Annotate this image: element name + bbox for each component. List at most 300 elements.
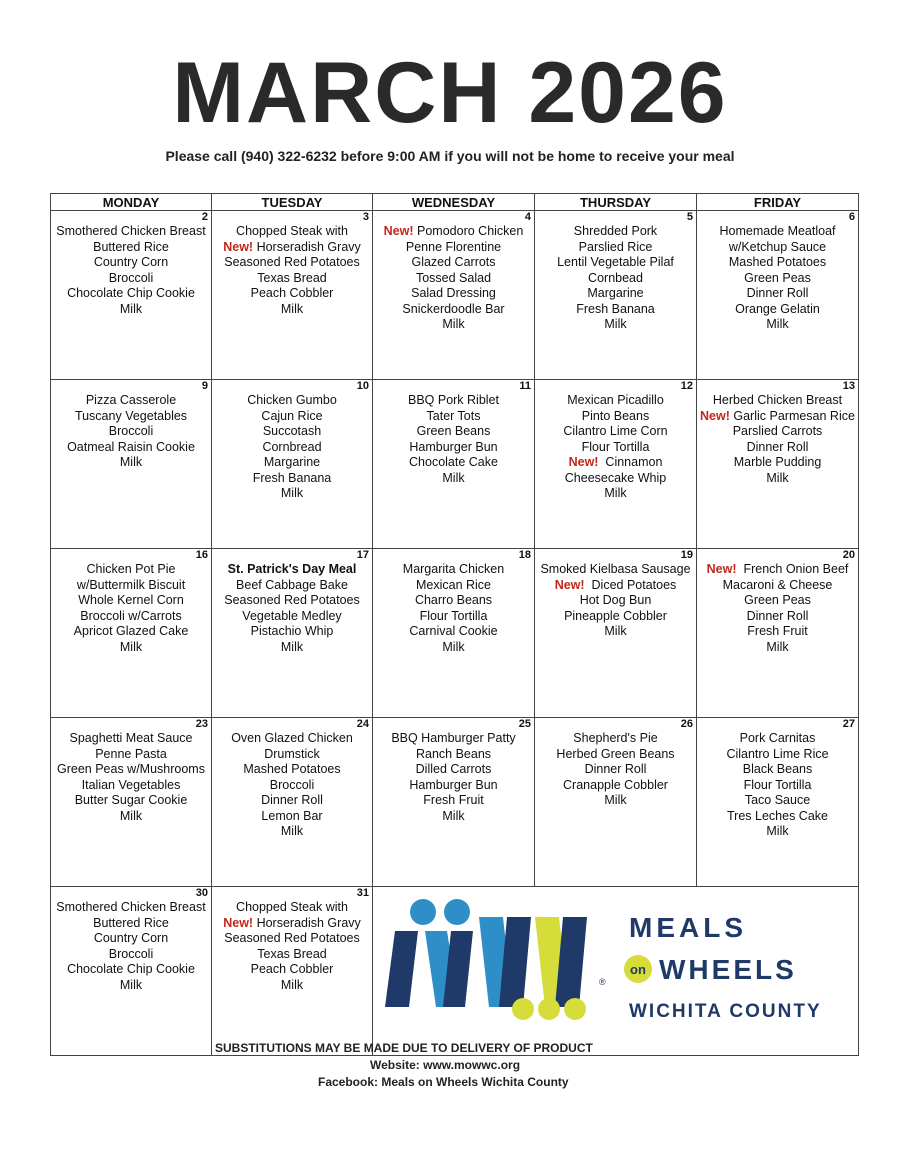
meal-item-text: Flour Tortilla [743,777,812,792]
meal-item [373,455,534,471]
meal-item [535,778,696,794]
meal-item [373,809,534,825]
meal-item [212,762,372,778]
logo-word-county: WICHITA COUNTY [629,1001,822,1022]
meal-item [51,931,211,947]
meal-item [212,302,372,318]
meal-item [212,778,372,794]
week-row [51,211,859,380]
meal-item [373,302,534,318]
day-cell [212,887,373,1056]
meal-item [373,624,534,640]
meal-list [535,224,696,333]
meal-list [373,731,534,824]
meal-item-text: Green Peas [744,270,811,285]
day-cell [535,380,697,549]
meal-item-text: Mexican Rice [415,577,492,592]
meal-item-text: Mashed Potatoes [243,762,341,776]
meal-item [535,302,696,318]
meal-item-text: Pork Carnitas [739,731,816,745]
day-cell [51,380,212,549]
meal-list [212,393,372,502]
meal-item-text: Seasoned Red Potatoes [224,593,360,607]
meal-item [697,286,858,302]
day-cell [535,211,697,380]
day-number: 10 [356,380,369,392]
meal-item-text: Dilled Carrots [415,762,492,776]
meal-item-text: Black Beans [742,762,813,776]
day-cell [212,380,373,549]
meal-list [535,393,696,502]
meal-item-text: Chopped Steak with [236,900,348,914]
meal-item [373,609,534,625]
meal-item-text: Milk [280,639,304,654]
meal-item [535,271,696,287]
meal-item [51,809,211,825]
day-number: 31 [356,887,369,899]
meal-item-text: Texas Bread [257,946,327,961]
meal-item [697,424,858,440]
meal-item [535,393,696,409]
meal-item-text: Fresh Fruit [423,793,484,807]
meal-item-text: Orange Gelatin [735,301,820,316]
meal-item [535,440,696,456]
meal-item [535,471,696,487]
meal-item-text: Dinner Roll [746,286,809,300]
meal-item-text: Carnival Cookie [409,624,498,638]
meal-item [51,731,211,747]
meal-list [51,900,211,993]
meal-item [212,731,372,747]
day-cell [51,718,212,887]
meal-item [373,762,534,778]
meal-item-text: Country Corn [93,255,169,269]
day-cell [212,718,373,887]
meal-item-text: Milk [119,455,143,469]
meal-item [373,255,534,271]
meal-item-text: Broccoli [108,424,154,438]
meal-item-text: Cornbread [262,439,322,454]
meal-item-text: Milk [280,486,304,500]
meal-item [697,271,858,287]
meal-item-text: Shredded Pork [573,224,658,238]
meal-item-text: Penne Pasta [95,746,167,761]
meal-item-text: Spaghetti Meat Sauce [69,731,193,745]
meal-item-text: Succotash [262,424,322,438]
meal-list [373,224,534,333]
meal-item-text: Broccoli w/Carrots [80,608,182,623]
meal-item-text: Margarine [587,286,644,300]
weekday-wednesday: WEDNESDAY [373,194,535,211]
meal-item-text: Horseradish Gravy [253,915,361,930]
meal-list [212,731,372,840]
meal-item-text: Cornbead [588,270,643,285]
logo-word-meals: MEALS [629,912,747,943]
logo-stroke-1 [385,931,418,1007]
meal-item-text: Milk [766,317,789,331]
meal-item [212,455,372,471]
meal-item [373,240,534,256]
meal-item [51,593,211,609]
meal-item-text: Pistachio Whip [250,624,334,638]
new-badge: New! [706,562,737,576]
meal-item-text: Flour Tortilla [419,608,488,623]
meal-item [51,609,211,625]
meal-item-text: Smothered Chicken Breast [56,900,206,914]
day-cell [212,211,373,380]
meal-item-text: Tossed Salad [415,270,492,285]
meal-item-text: Milk [119,639,143,654]
meal-item-text: Green Beans [416,424,491,438]
meal-item [373,424,534,440]
new-badge: New! [223,915,254,930]
meal-item [535,486,696,502]
meal-item [535,593,696,609]
meal-item [51,562,211,578]
meal-item [212,593,372,609]
meal-item-text: Salad Dressing [411,286,496,300]
meal-item-text: Garlic Parmesan Rice [729,408,855,423]
day-number: 4 [524,211,531,223]
meal-item [535,240,696,256]
meal-item-text: Milk [442,808,465,823]
meal-item [51,424,211,440]
meal-item [697,731,858,747]
day-number: 2 [201,211,208,223]
logo-cell [373,887,859,1056]
meal-item [373,778,534,794]
meal-item-text: Milk [604,793,627,807]
meal-item [51,393,211,409]
meal-item-text: Milk [766,824,789,838]
meal-item-text: Diced Potatoes [584,577,677,592]
meal-item-text: Horseradish Gravy [253,239,361,254]
meal-item [212,793,372,809]
weekday-thursday: THURSDAY [535,194,697,211]
meal-list [535,731,696,809]
meal-item [697,562,858,578]
meal-item [697,302,858,318]
meal-item-text: Cilantro Lime Corn [563,424,668,438]
meal-item [51,778,211,794]
day-number: 3 [362,211,369,223]
meal-item-text: Texas Bread [257,270,327,285]
meal-item [697,317,858,333]
meal-item [535,409,696,425]
meal-item [51,286,211,302]
meal-item [373,593,534,609]
day-cell [697,549,859,718]
meal-item [212,747,372,763]
meal-list [697,562,858,655]
meal-item [51,947,211,963]
meal-item [697,809,858,825]
meal-item-text: Chicken Pot Pie [86,562,176,576]
meal-item-text: Vegetable Medley [242,608,342,623]
meal-item [373,409,534,425]
facebook-line: Facebook: Meals on Wheels Wichita County [318,1075,569,1089]
day-cell [697,211,859,380]
meal-item [373,731,534,747]
meal-item-text: Lentil Vegetable Pilaf [557,255,674,269]
logo-word-on: on [630,962,646,977]
meal-item [51,224,211,240]
meal-item-text: Whole Kernel Corn [78,593,184,607]
meal-item-text: Milk [604,624,627,638]
meal-item-text: Milk [280,824,304,838]
day-number: 20 [842,549,855,561]
meal-item [212,824,372,840]
meal-item-text: Beef Cabbage Bake [236,577,348,592]
day-cell [51,549,212,718]
meal-item [373,286,534,302]
meal-item [51,240,211,256]
meal-item [212,471,372,487]
meal-item-text: Smoked Kielbasa Sausage [540,562,691,576]
meal-item-text: Milk [442,317,465,331]
day-cell [51,211,212,380]
meal-list [51,224,211,317]
week-row [51,549,859,718]
meal-item [212,931,372,947]
meal-item [535,578,696,594]
meal-item-text: Tuscany Vegetables [74,408,188,423]
meal-item [535,317,696,333]
meal-item-text: Fresh Banana [252,470,332,485]
day-cell [51,887,212,1056]
meal-list [373,562,534,655]
meal-item-text: Marble Pudding [733,455,822,469]
week-row [51,380,859,549]
meal-item [535,762,696,778]
meal-item [697,393,858,409]
meal-item-text: w/Buttermilk Biscuit [76,577,186,592]
weekday-monday: MONDAY [51,194,212,211]
meal-item-text: Italian Vegetables [81,777,181,792]
meal-item [535,455,696,471]
day-number: 24 [356,718,369,730]
meal-item-text: Oven Glazed Chicken [231,731,353,745]
meal-item [212,286,372,302]
meal-item-text: Smothered Chicken Breast [56,224,206,238]
meal-item [51,900,211,916]
meal-item-text: Peach Cobbler [250,962,334,976]
meal-item-text: Shepherd's Pie [573,731,658,745]
meal-item [212,900,372,916]
meal-item [212,440,372,456]
day-number: 27 [842,718,855,730]
meal-item-text: Pinto Beans [581,408,650,423]
meal-item-text: Cajun Rice [261,408,323,423]
meal-item-text: Mashed Potatoes [728,255,827,269]
meal-item-text: Green Peas w/Mushrooms [57,762,205,776]
new-badge: New! [383,224,414,238]
day-number: 17 [356,549,369,561]
meal-item-text: Lemon Bar [261,808,323,823]
meal-item [212,640,372,656]
meal-item [697,778,858,794]
meal-list [212,900,372,993]
meal-item [212,624,372,640]
meal-item-text: Drumstick [264,746,320,761]
day-cell [535,549,697,718]
meal-item-text: French Onion Beef [736,562,849,576]
logo-dot-blue-1 [410,899,436,925]
substitutions-note: SUBSTITUTIONS MAY BE MADE DUE TO DELIVERY OF PRODUCT [215,1041,593,1055]
meal-item [535,793,696,809]
meal-item-text: Tres Leches Cake [727,808,828,823]
meal-item-text: Milk [280,977,304,992]
meal-item [535,424,696,440]
day-number: 18 [518,549,531,561]
meal-item-text: Chocolate Chip Cookie [67,286,195,300]
meal-item-text: Ranch Beans [415,746,492,761]
meal-item [212,271,372,287]
call-notice: Please call (940) 322-6232 before 9:00 AM if you will not be home to receive your meal [165,148,735,164]
meal-item [373,747,534,763]
meal-item [535,562,696,578]
meal-item [535,286,696,302]
meal-item [51,916,211,932]
meal-item [212,240,372,256]
meal-item-text: Green Peas [744,593,811,607]
meal-item [51,271,211,287]
meal-item [212,424,372,440]
day-number: 26 [680,718,693,730]
meal-item [697,747,858,763]
meal-item [212,809,372,825]
meal-item [51,978,211,994]
day-number: 23 [195,718,208,730]
meal-item-text: Chocolate Cake [409,455,498,469]
meal-list [697,393,858,486]
meal-item-text: Parslied Rice [578,239,653,254]
website-line: Website: www.mowwc.org [370,1058,521,1072]
meal-item-text: Chocolate Chip Cookie [67,962,195,976]
meal-item [212,486,372,502]
meal-item [51,747,211,763]
logo-dot-yellow-1 [512,998,534,1020]
meal-item-text: Dinner Roll [261,793,323,807]
meal-item [697,240,858,256]
week-row [51,887,859,1056]
meal-item-text: Milk [604,486,627,500]
meals-on-wheels-logo [373,887,857,1055]
day-cell [212,549,373,718]
meal-item [51,440,211,456]
meal-item-text: Hamburger Bun [409,439,498,454]
meal-item [212,916,372,932]
meal-item [535,255,696,271]
meal-list [697,731,858,840]
meal-item [535,747,696,763]
meal-item-text: Dinner Roll [584,762,647,776]
meal-item [697,624,858,640]
meal-item [373,317,534,333]
meal-item [697,640,858,656]
meal-item-text: Dinner Roll [746,608,809,623]
meal-item [535,624,696,640]
meal-item [212,255,372,271]
day-cell [697,718,859,887]
weekday-tuesday: TUESDAY [212,194,373,211]
meal-item-text: Milk [604,317,627,331]
meal-item [212,224,372,240]
meal-item-text: Chicken Gumbo [247,393,337,407]
meal-list [697,224,858,333]
meal-item-text: Snickerdoodle Bar [402,301,505,316]
meal-item [697,593,858,609]
meal-item-text: Homemade Meatloaf [719,224,836,238]
day-number: 11 [519,380,531,392]
meal-item-text: Charro Beans [414,593,493,607]
meal-item-text: BBQ Hamburger Patty [391,731,516,745]
menu-calendar [50,193,859,1056]
meal-item-text: Mexican Picadillo [567,393,664,407]
meal-item-text: Country Corn [93,931,169,945]
meal-item [697,824,858,840]
meal-item-text: Macaroni & Cheese [722,577,833,592]
meal-item [697,762,858,778]
meal-item [697,793,858,809]
meal-item [373,224,534,240]
meal-item-text: Oatmeal Raisin Cookie [67,439,195,454]
meal-item-text: Parslied Carrots [732,424,823,438]
meal-item-text: Pomodoro Chicken [413,224,524,238]
day-number: 16 [195,549,208,561]
day-cell [373,718,535,887]
meal-item [212,962,372,978]
meal-item-text: Milk [766,639,789,654]
weekday-header-row [51,194,859,211]
meal-item-text: Butter Sugar Cookie [74,793,188,807]
meal-item-text: Flour Tortilla [581,439,650,454]
logo-dot-yellow-2 [538,998,560,1020]
meal-item [51,762,211,778]
registered-mark: ® [599,977,606,987]
day-cell [373,380,535,549]
meal-item [212,409,372,425]
meal-item-text: Herbed Green Beans [556,746,675,761]
meal-item-text: Fresh Banana [576,301,655,316]
meal-item-text: Seasoned Red Potatoes [224,255,360,269]
meal-list [51,731,211,824]
meal-item [373,640,534,656]
day-number: 5 [686,211,693,223]
meal-item [373,562,534,578]
meal-item [212,947,372,963]
meal-item-text: Glazed Carrots [411,255,496,269]
meal-item-text: Chopped Steak with [236,224,348,238]
meal-item-text: Pizza Casserole [85,393,177,407]
meal-item [373,471,534,487]
meal-item-text: BBQ Pork Riblet [407,393,499,407]
week-row [51,718,859,887]
meal-item [51,255,211,271]
meal-item-text: Hot Dog Bun [579,593,652,607]
meal-item [697,578,858,594]
meal-item [535,731,696,747]
meal-item [697,609,858,625]
meal-item [373,440,534,456]
meal-item-text: Buttered Rice [93,239,169,254]
day-cell [373,211,535,380]
meal-item [373,271,534,287]
meal-item [51,962,211,978]
meal-item [212,978,372,994]
meal-item [51,409,211,425]
meal-item [373,578,534,594]
